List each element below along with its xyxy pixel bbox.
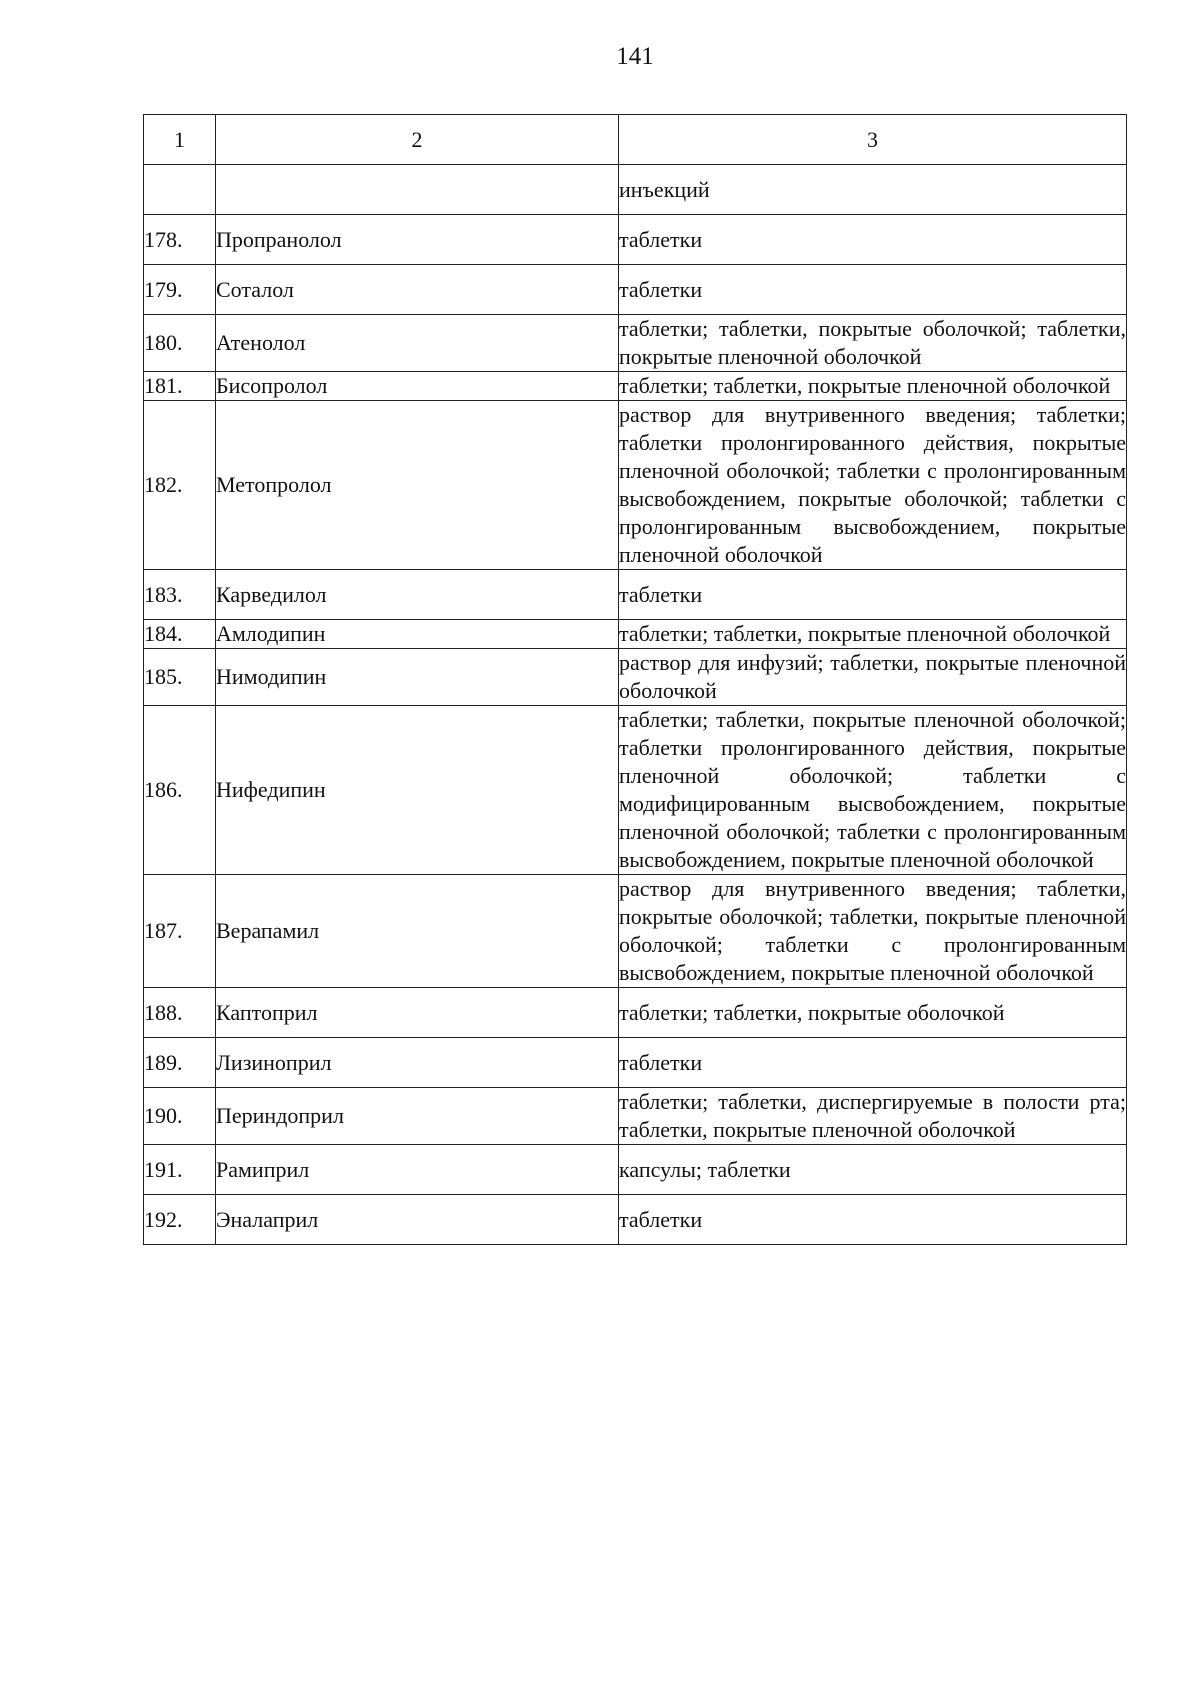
dosage-form: таблетки; таблетки, покрытые оболочкой; таблетки, покрытые пленочной оболочкой xyxy=(619,315,1127,372)
drug-name: Нимодипин xyxy=(216,649,619,706)
drug-name: Периндоприл xyxy=(216,1088,619,1145)
header-cell-3: 3 xyxy=(619,115,1127,165)
table-row xyxy=(144,1088,1127,1145)
table-row xyxy=(144,1195,1127,1245)
table-row xyxy=(144,875,1127,988)
drug-name: Рамиприл xyxy=(216,1145,619,1195)
drug-table xyxy=(143,114,1127,1245)
row-number: 187. xyxy=(144,875,216,988)
dosage-form: таблетки; таблетки, покрытые пленочной оболочкой xyxy=(619,620,1127,649)
table-row xyxy=(144,988,1127,1038)
row-number: 191. xyxy=(144,1145,216,1195)
table-row xyxy=(144,372,1127,401)
drug-name: Метопролол xyxy=(216,401,619,570)
row-number: 186. xyxy=(144,706,216,875)
table-row xyxy=(144,570,1127,620)
table-row xyxy=(144,620,1127,649)
dosage-form: таблетки xyxy=(619,1195,1127,1245)
drug-name: Соталол xyxy=(216,265,619,315)
dosage-form: таблетки; таблетки, покрытые оболочкой xyxy=(619,988,1127,1038)
dosage-form: таблетки xyxy=(619,570,1127,620)
drug-name: Верапамил xyxy=(216,875,619,988)
drug-name: Амлодипин xyxy=(216,620,619,649)
drug-name: Атенолол xyxy=(216,315,619,372)
drug-name: Бисопролол xyxy=(216,372,619,401)
continuation-name-cell xyxy=(216,165,619,215)
header-cell-1: 1 xyxy=(144,115,216,165)
drug-name: Лизиноприл xyxy=(216,1038,619,1088)
row-number: 179. xyxy=(144,265,216,315)
dosage-form: таблетки xyxy=(619,265,1127,315)
table-row xyxy=(144,215,1127,265)
header-row xyxy=(144,115,1127,165)
dosage-form: таблетки; таблетки, диспергируемые в полости рта; таблетки, покрытые пленочной оболочкой xyxy=(619,1088,1127,1145)
drug-name: Пропранолол xyxy=(216,215,619,265)
row-number: 190. xyxy=(144,1088,216,1145)
table-row xyxy=(144,315,1127,372)
table-row xyxy=(144,401,1127,570)
dosage-form: раствор для внутривенного введения; таблетки; таблетки пролонгированного действия, покрытые пленочной оболочкой; таблетки с пролонгированным высвобождением, покрытые оболочкой; таблетки с пролонгированным высвобождением, покрытые пленочной оболочкой xyxy=(619,401,1127,570)
row-number: 189. xyxy=(144,1038,216,1088)
dosage-form: таблетки xyxy=(619,215,1127,265)
row-number: 182. xyxy=(144,401,216,570)
row-number: 183. xyxy=(144,570,216,620)
dosage-form: капсулы; таблетки xyxy=(619,1145,1127,1195)
table-row xyxy=(144,265,1127,315)
page-number: 141 xyxy=(616,43,654,70)
continuation-form-cell: инъекций xyxy=(619,165,1127,215)
table-row xyxy=(144,649,1127,706)
dosage-form: таблетки xyxy=(619,1038,1127,1088)
row-number: 180. xyxy=(144,315,216,372)
row-number: 192. xyxy=(144,1195,216,1245)
continuation-num-cell xyxy=(144,165,216,215)
row-number: 188. xyxy=(144,988,216,1038)
header-cell-2: 2 xyxy=(216,115,619,165)
table-row xyxy=(144,706,1127,875)
row-number: 178. xyxy=(144,215,216,265)
drug-name: Нифедипин xyxy=(216,706,619,875)
dosage-form: таблетки; таблетки, покрытые пленочной оболочкой xyxy=(619,372,1127,401)
continuation-row xyxy=(144,165,1127,215)
table-row xyxy=(144,1145,1127,1195)
drug-name: Каптоприл xyxy=(216,988,619,1038)
row-number: 184. xyxy=(144,620,216,649)
drug-name: Карведилол xyxy=(216,570,619,620)
dosage-form: раствор для внутривенного введения; таблетки, покрытые оболочкой; таблетки, покрытые пленочной оболочкой; таблетки с пролонгированным высвобождением, покрытые пленочной оболочкой xyxy=(619,875,1127,988)
row-number: 185. xyxy=(144,649,216,706)
row-number: 181. xyxy=(144,372,216,401)
dosage-form: раствор для инфузий; таблетки, покрытые пленочной оболочкой xyxy=(619,649,1127,706)
drug-name: Эналаприл xyxy=(216,1195,619,1245)
table-row xyxy=(144,1038,1127,1088)
dosage-form: таблетки; таблетки, покрытые пленочной оболочкой; таблетки пролонгированного действия, покрытые пленочной оболочкой; таблетки с модифицированным высвобождением, покрытые пленочной оболочкой; таблетки с пролонгированным высвобождением, покрытые пленочной оболочкой xyxy=(619,706,1127,875)
